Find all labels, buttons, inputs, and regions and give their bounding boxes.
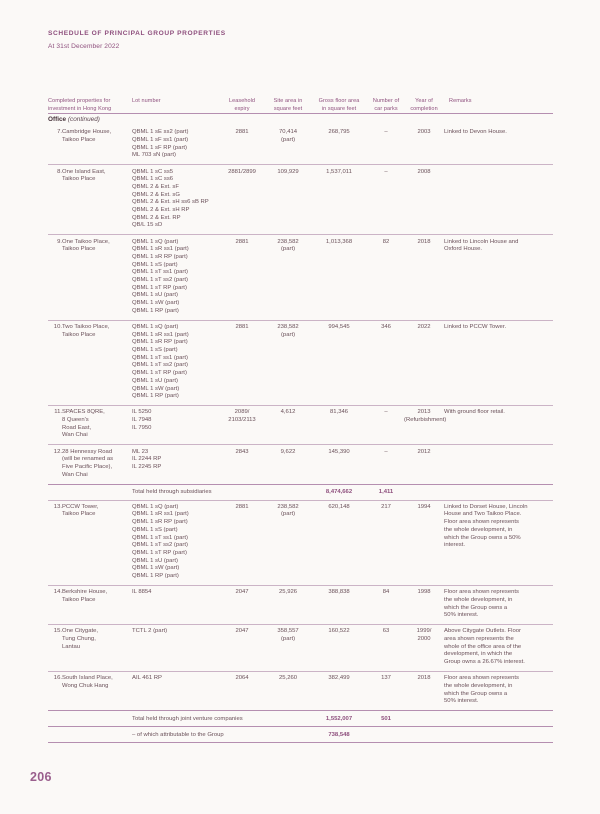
text-line: Floor area shown represents [444,519,519,526]
text-line: AIL 461 RP [132,675,162,682]
text-line: Wan Chai [62,432,88,439]
row-leasehold-expiry: 2881/2899 [218,165,266,235]
col-header-site-line1: Site area in [273,98,303,104]
row-property-name [62,500,132,585]
text-line: Group owns a 26.67% interest. [444,659,525,666]
text-line: 2012 [417,448,431,455]
text-line: QBML 1 sT ss1 (part) [132,269,188,276]
text-line: Taikoo Place [62,596,96,603]
col-header-year-line1: Year of [415,98,433,104]
text-line: QBML 1 sW (part) [132,300,180,307]
row-leasehold-expiry: 2881 [218,320,266,405]
text-line: TCTL 2 (part) [132,628,168,635]
text-line: IL 8854 [132,589,152,596]
table-row [48,406,553,445]
text-line: 50% interest. [444,698,479,705]
row-gross-floor-area: 268,795 [328,129,350,136]
row-index: 11. [48,406,62,445]
text-line: 4,612 [280,409,296,416]
text-line: (part) [280,137,296,144]
col-header-gross-floor-area [310,98,368,114]
subtotal-joint-ventures-row [48,711,553,727]
table-closing-rule [48,743,553,744]
row-gross-floor-area: 160,522 [310,625,368,672]
text-line: Taikoo Place [62,246,96,253]
text-line: ML 23 [132,448,149,455]
row-remarks [444,320,553,405]
total-label: Total held through joint venture companies [132,711,310,727]
row-remarks [444,500,553,585]
text-line: QBML 1 sT ss2 (part) [132,277,188,284]
row-remarks [444,625,553,672]
subtotal-subsidiaries-row [48,484,553,500]
text-line: QBML 1 sT RP (part) [132,549,187,556]
text-line: QBML 1 sR RP (part) [132,339,188,346]
text-line: QBML 1 sR ss1 (part) [132,511,189,518]
col-header-property-line2: investment in Hong Kong [48,105,112,112]
row-year-completion [404,672,444,711]
row-car-parks: 217 [368,500,404,585]
schedule-table-wrap [48,98,553,743]
row-gross-floor-area: 1,013,368 [310,235,368,320]
row-car-parks: 63 [368,625,404,672]
text-line: (Refurbishment) [404,417,447,424]
row-year-completion [404,500,444,585]
row-index: 9. [48,235,62,320]
row-site-area [266,126,310,165]
text-line: QBML 1 sT ss1 (part) [132,354,188,361]
row-year-completion [404,165,444,235]
text-line: QBML 1 sR ss1 (part) [132,246,189,253]
text-line: 9,622 [280,448,296,455]
row-year-completion [404,320,444,405]
text-line: 70,414 [279,129,298,136]
text-line: the whole development, in [444,682,513,689]
text-line: area shown represents the [444,636,514,643]
text-line: 2000 [417,636,431,643]
text-line: 2018 [417,238,431,245]
text-line: which the Group owns a 50% [444,534,521,541]
text-line: Cambridge House, [62,129,112,136]
row-gross-floor-area: 81,346 [310,406,368,445]
text-line: SPACES 8QRE, [62,409,105,416]
total-spacer [48,727,62,743]
text-line: Two Taikoo Place, [62,323,110,330]
total-car-parks: 501 [368,711,404,727]
row-index: 10. [48,320,62,405]
text-line: QBML 1 sW (part) [132,385,180,392]
total-remarks-blank [444,727,553,743]
text-line: Linked to Devon House. [444,129,507,136]
text-line: 238,582 [277,323,299,330]
text-line: IL 2244 RP [132,456,162,463]
page-title: SCHEDULE OF PRINCIPAL GROUP PROPERTIES [48,30,226,37]
col-header-cars-line1: Number of [372,98,400,104]
row-car-parks: – [384,129,388,136]
text-line: 2008 [417,168,431,175]
col-header-cars-line2: car parks [374,105,398,112]
total-spacer-2 [62,711,132,727]
row-remarks [444,126,553,165]
text-line: Five Pacific Place), [62,463,113,470]
row-index: 15. [48,625,62,672]
table-row [48,320,553,405]
row-leasehold-expiry: 2843 [218,445,266,484]
row-lot-numbers [132,126,218,165]
total-gross-floor-area: 738,548 [310,727,368,743]
row-leasehold-expiry [218,406,266,445]
row-gross-floor-area: 382,499 [310,672,368,711]
text-line: (part) [280,246,296,253]
row-leasehold-expiry: 2881 [218,500,266,585]
schedule-table [48,98,553,743]
text-line: Taikoo Place [62,511,96,518]
page-subtitle: At 31st December 2022 [48,43,120,50]
table-row [48,672,553,711]
row-leasehold-expiry: 2881 [218,235,266,320]
text-line: (part) [280,331,296,338]
text-line: QBML 1 RP (part) [132,573,179,580]
text-line: which the Group owns a [444,690,508,697]
total-car-parks [368,727,404,743]
row-gross-floor-area: 145,390 [310,445,368,484]
text-line: 50% interest. [444,612,479,619]
row-lot-numbers [132,625,218,672]
row-remarks [444,585,553,624]
row-site-area [266,500,310,585]
text-line: QBML 1 sU (part) [132,292,178,299]
text-line: QBML 1 sF RP (part) [132,144,188,151]
text-line: QBML 1 sR RP (part) [132,253,188,260]
document-header [48,29,226,52]
text-line: 2018 [417,675,431,682]
row-car-parks: 137 [368,672,404,711]
row-site-area [266,445,310,484]
text-line: QB/L 15 sD [132,222,163,229]
text-line: Above Citygate Outlets. Floor [444,628,521,635]
total-spacer [48,711,62,727]
text-line: QBML 1 RP (part) [132,393,179,400]
row-gross-floor-area: 1,537,011 [310,165,368,235]
text-line: development, in which the [444,651,513,658]
row-lot-numbers [132,320,218,405]
section-label [48,114,553,127]
text-line: QBML 1 sU (part) [132,557,178,564]
table-row [48,165,553,235]
text-line: 1998 [417,589,431,596]
row-car-parks: – [368,165,404,235]
text-line: whole of the office area of the [444,643,522,650]
table-row [48,126,553,165]
text-line: Linked to Lincoln House and [444,238,519,245]
text-line: QBML 2 & Ext. sH ss6 sB RP [132,199,209,206]
text-line: QBML 1 sT RP (part) [132,370,187,377]
row-remarks [444,672,553,711]
text-line: QBML 1 sE ss2 (part) [132,129,189,136]
row-index: 14. [48,585,62,624]
text-line: 2089/ [234,409,250,416]
text-line: Floor area shown represents [444,589,519,596]
total-year-blank [404,711,444,727]
text-line: One Island East, [62,168,106,175]
row-index: 8. [48,165,62,235]
col-header-year-line2: completion [410,105,438,112]
row-year-completion [404,126,444,165]
row-property-name [62,320,132,405]
text-line: QBML 1 RP (part) [132,307,179,314]
page-number: 206 [30,770,52,784]
text-line: (will be renamed as [62,456,114,463]
total-label: Total held through subsidiaries [132,484,310,500]
row-site-area [266,625,310,672]
text-line: South Island Place, [62,675,113,682]
row-lot-numbers [132,235,218,320]
text-line: QBML 1 sF ss1 (part) [132,137,189,144]
row-year-completion [404,625,444,672]
row-remarks [444,235,553,320]
row-year-completion [404,445,444,484]
row-property-name [62,585,132,624]
text-line: QBML 2 & Ext. sF [132,183,179,190]
text-line: 1999/ [416,628,432,635]
col-header-gross-line2: in square feet [321,105,357,112]
text-line: Road East, [62,424,92,431]
col-header-lease-line1: Leasehold [228,98,256,104]
total-year-blank [404,484,444,500]
text-line: QBML 1 sT ss2 (part) [132,542,188,549]
closing-rule [48,743,553,744]
text-line: Oxford House. [444,246,482,253]
col-header-site-line2: square feet [273,105,303,112]
row-car-parks: 84 [368,585,404,624]
total-remarks-blank [444,711,553,727]
text-line: One Taikoo Place, [62,238,110,245]
col-header-property [48,98,132,114]
row-remarks [444,406,553,445]
row-site-area [266,406,310,445]
row-leasehold-expiry: 2047 [218,585,266,624]
row-property-name [62,406,132,445]
table-body [48,114,553,744]
row-leasehold-expiry: 2881 [235,129,249,136]
row-gross-floor-area: 388,838 [310,585,368,624]
total-car-parks: 1,411 [368,484,404,500]
text-line: Wong Chuk Hang [62,682,109,689]
text-line: Floor area shown represents [444,675,519,682]
col-header-gross-line1: Gross floor area [318,98,360,104]
text-line: 238,582 [277,503,299,510]
col-header-lot [132,98,218,114]
total-spacer-2 [62,484,132,500]
total-label: – of which attributable to the Group [132,727,310,743]
total-spacer [48,484,62,500]
row-site-area [266,672,310,711]
text-line: 1994 [417,503,431,510]
row-car-parks: 346 [368,320,404,405]
text-line: One Citygate, [62,628,99,635]
row-property-name [62,445,132,484]
text-line: QBML 1 sC ss5 [132,168,174,175]
text-line: which the Group owns a [444,604,508,611]
row-leasehold-expiry: 2064 [218,672,266,711]
row-property-name [62,126,132,165]
text-line: interest. [444,542,465,549]
col-header-lease [218,98,266,114]
text-line: QBML 1 sS (part) [132,526,178,533]
text-line: QBML 1 sT ss2 (part) [132,362,188,369]
text-line: the whole development, in [444,596,513,603]
row-property-name [62,672,132,711]
text-line: QBML 1 sR ss1 (part) [132,331,189,338]
section-name: Office [48,116,67,124]
text-line: IL 2245 RP [132,463,162,470]
text-line: QBML 1 sR RP (part) [132,519,188,526]
row-property-name [62,625,132,672]
row-site-area [266,585,310,624]
text-line: Wan Chai [62,471,88,478]
table-row [48,585,553,624]
row-property-name [62,235,132,320]
text-line: Taikoo Place [62,176,96,183]
section-header-row [48,114,553,127]
col-header-lease-line2: expiry [234,105,250,112]
text-line: QBML 1 sW (part) [132,565,180,572]
text-line: Berkshire House, [62,589,108,596]
table-row [48,445,553,484]
row-gross-floor-area: 620,148 [310,500,368,585]
text-line: QBML 2 & Ext. sG [132,191,180,198]
table-head [48,98,553,114]
table-row [48,625,553,672]
text-line: QBML 1 sQ (part) [132,323,179,330]
text-line: QBML 1 sQ (part) [132,238,179,245]
text-line: IL 7950 [132,424,152,431]
table-row [48,235,553,320]
text-line: ML 703 sN (part) [132,152,176,159]
text-line: QBML 1 sT ss1 (part) [132,534,188,541]
row-remarks [444,445,553,484]
text-line: Taikoo Place [62,331,96,338]
text-line: Lantau [62,643,81,650]
col-header-car-parks [368,98,404,114]
text-line: Linked to PCCW Tower. [444,323,507,330]
row-lot-numbers [132,500,218,585]
col-header-year-completion [404,98,444,114]
text-line: 25,260 [279,675,298,682]
text-line: QBML 1 sS (part) [132,261,178,268]
text-line: QBML 1 sQ (part) [132,503,179,510]
table-row [48,500,553,585]
total-remarks-blank [444,484,553,500]
row-index: 16. [48,672,62,711]
text-line: QBML 2 & Ext. RP [132,214,181,221]
row-lot-numbers [132,445,218,484]
text-line: PCCW Tower, [62,503,99,510]
row-lot-numbers [132,672,218,711]
section-note: (continued) [67,116,100,124]
text-line: 2003 [417,129,431,136]
total-year-blank [404,727,444,743]
text-line: QBML 2 & Ext. sH RP [132,207,190,214]
text-line: 2022 [417,323,431,330]
text-line: QBML 1 sU (part) [132,377,178,384]
text-line: QBML 1 sS (part) [132,347,178,354]
attributable-to-group-row [48,727,553,743]
row-lot-numbers [132,585,218,624]
col-header-site-area [266,98,310,114]
row-car-parks: – [368,445,404,484]
row-gross-floor-area: 994,545 [310,320,368,405]
text-line: IL 5250 [132,409,152,416]
row-year-completion [404,406,447,445]
row-index: 13. [48,500,62,585]
text-line: 358,557 [277,628,299,635]
text-line: (part) [280,511,296,518]
row-lot-numbers [132,165,218,235]
text-line: 109,929 [277,168,299,175]
text-line: the whole development, in [444,526,513,533]
total-spacer-2 [62,727,132,743]
text-line: 2103/2113 [228,417,256,424]
text-line: (part) [280,636,296,643]
row-index: 12. [48,445,62,484]
text-line: Taikoo Place [62,137,96,144]
row-site-area [266,235,310,320]
text-line: 28 Hennessy Road [62,448,113,455]
total-gross-floor-area: 8,474,662 [310,484,368,500]
text-line: Tung Chung, [62,636,96,643]
row-property-name [62,165,132,235]
row-car-parks: 82 [368,235,404,320]
row-index: 7. [57,129,62,136]
text-line: QBML 1 sT RP (part) [132,284,187,291]
total-gross-floor-area: 1,552,007 [310,711,368,727]
row-lot-numbers [132,406,218,445]
text-line: 25,926 [279,589,298,596]
row-car-parks: – [368,406,404,445]
text-line: With ground floor retail. [444,409,505,416]
col-header-lot-line1: Lot number [132,98,161,104]
col-header-property-line1: Completed properties for [48,98,111,104]
text-line: IL 7948 [132,417,152,424]
row-site-area [266,165,310,235]
col-header-remarks-line1: Remarks [449,98,472,104]
text-line: Linked to Dorset House, Lincoln [444,503,528,510]
text-line: 8 Queen's [62,417,89,424]
text-line: 2013 [417,409,431,416]
text-line: House and Two Taikoo Place. [444,511,522,518]
row-leasehold-expiry: 2047 [218,625,266,672]
row-year-completion [404,585,444,624]
text-line: 238,582 [277,238,299,245]
col-header-remarks [444,98,553,114]
text-line: QBML 1 sC ss6 [132,176,174,183]
row-remarks [444,165,553,235]
row-year-completion [404,235,444,320]
row-site-area [266,320,310,405]
